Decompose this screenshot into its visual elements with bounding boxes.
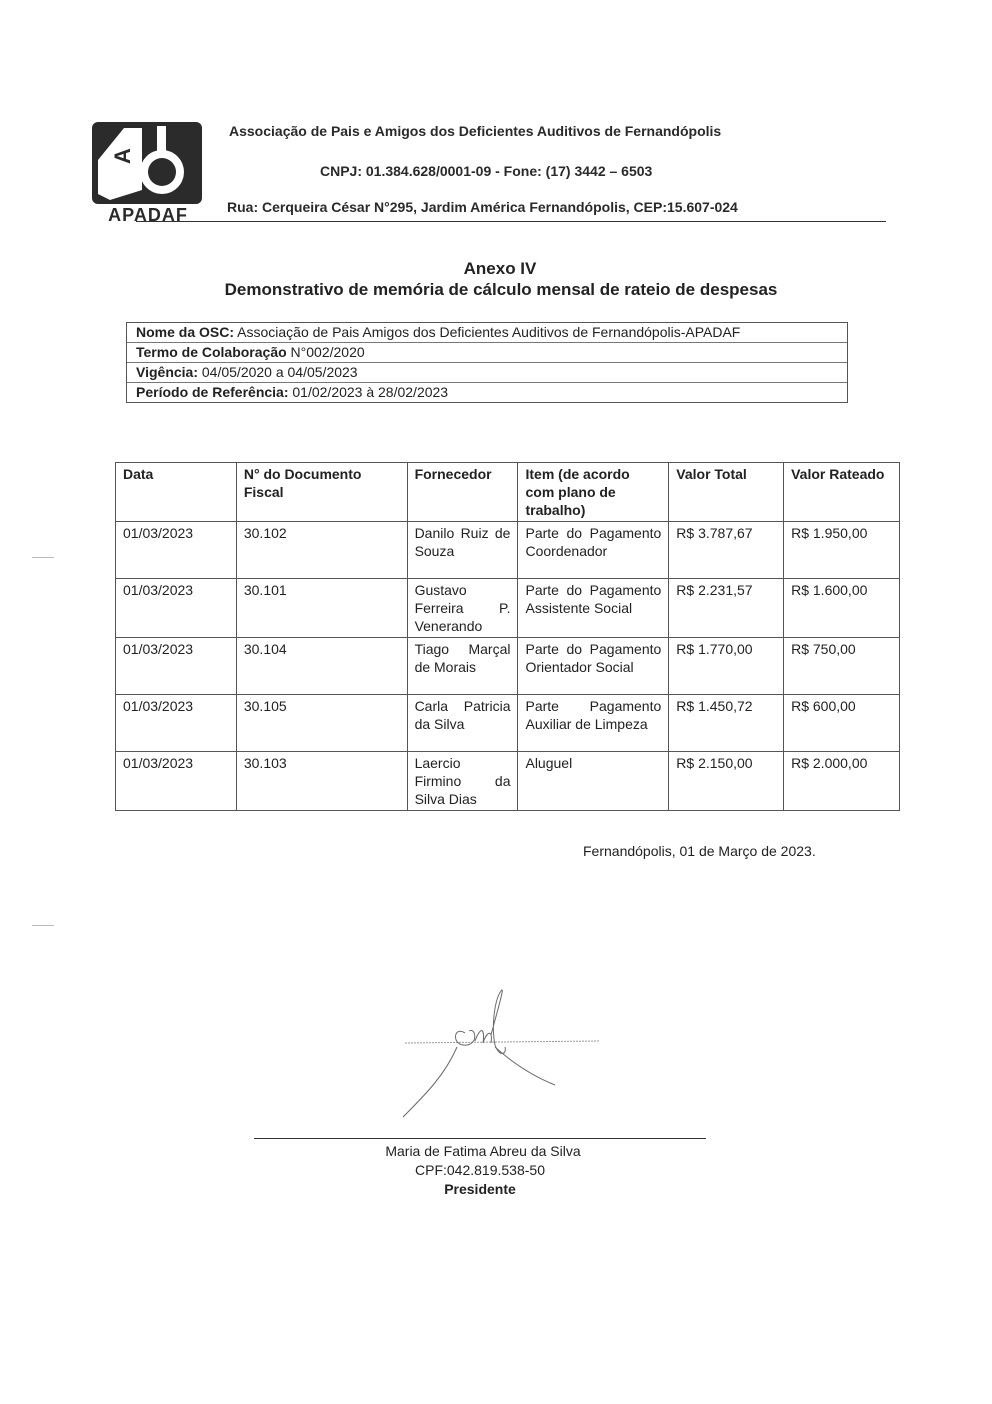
header-valor-total: Valor Total [669,463,784,522]
header-divider [136,221,886,222]
termo-row [127,343,847,363]
signer-role: Presidente [444,1181,516,1197]
document-subtitle: Demonstrativo de memória de cálculo mensal de rateio de despesas [224,280,778,299]
cell-rateado: R$ 1.600,00 [784,579,900,638]
header-data: Data [116,463,237,522]
header-documento: N° do Documento Fiscal [236,463,407,522]
cell-rateado: R$ 750,00 [784,638,900,695]
header-valor-rateado: Valor Rateado [784,463,900,522]
vigencia-value: 04/05/2020 a 04/05/2023 [198,364,358,380]
cell-item: Parte do Pagamento Assistente Social [518,579,669,638]
vigencia-row [127,363,847,383]
termo-value: N°002/2020 [286,344,365,360]
cell-total: R$ 1.450,72 [669,695,784,752]
svg-text:A: A [110,148,135,164]
signer-cpf: CPF:042.819.538-50 [415,1162,545,1178]
cell-fornecedor: Carla Patricia da Silva [407,695,518,752]
cell-doc: 30.101 [236,579,407,638]
logo-text: APADAF [108,205,188,224]
cell-fornecedor: Tiago Marçal de Morais [407,638,518,695]
cell-doc: 30.104 [236,638,407,695]
table-header-row [116,463,900,522]
address-line: Rua: Cerqueira César N°295, Jardim América Fernandópolis, CEP:15.607-024 [227,199,738,215]
cell-data: 01/03/2023 [116,638,237,695]
cell-item: Aluguel [518,752,669,811]
apadaf-logo [90,120,206,224]
cell-item: Parte do Pagamento Coordenador [518,522,669,579]
periodo-label: Período de Referência: [136,384,289,400]
cell-doc: 30.105 [236,695,407,752]
table-row [116,752,900,811]
cell-item: Parte Pagamento Auxiliar de Limpeza [518,695,669,752]
cell-total: R$ 3.787,67 [669,522,784,579]
termo-label: Termo de Colaboração [136,344,287,360]
periodo-row [127,383,847,402]
cell-rateado: R$ 600,00 [784,695,900,752]
cell-doc: 30.103 [236,752,407,811]
osc-name-row [127,323,847,343]
handwritten-signature [395,985,625,1125]
org-name: Associação de Pais e Amigos dos Deficientes Auditivos de Fernandópolis [229,123,722,139]
table-row [116,579,900,638]
table-row [116,695,900,752]
cell-total: R$ 1.770,00 [669,638,784,695]
annex-title: Anexo IV [463,259,537,278]
osc-info-box [126,322,848,403]
header-item: Item (de acordo com plano de trabalho) [518,463,669,522]
scan-mark [32,925,54,926]
osc-name-value: Associação de Pais Amigos dos Deficientes Auditivos de Fernandópolis-APADAF [234,324,741,340]
signer-name: Maria de Fatima Abreu da Silva [385,1143,581,1159]
cell-total: R$ 2.150,00 [669,752,784,811]
table-row [116,522,900,579]
cnpj-line: CNPJ: 01.384.628/0001-09 - Fone: (17) 3442 – 6503 [320,163,653,179]
osc-name-label: Nome da OSC: [136,324,235,340]
cell-data: 01/03/2023 [116,522,237,579]
cell-rateado: R$ 2.000,00 [784,752,900,811]
place-date: Fernandópolis, 01 de Março de 2023. [583,843,816,859]
table-row [116,638,900,695]
cell-rateado: R$ 1.950,00 [784,522,900,579]
cell-item: Parte do Pagamento Orientador Social [518,638,669,695]
vigencia-label: Vigência: [136,364,198,380]
scan-mark [32,557,54,558]
periodo-value: 01/02/2023 à 28/02/2023 [288,384,449,400]
cell-fornecedor: Laercio Firmino da Silva Dias [407,752,518,811]
header-fornecedor: Fornecedor [407,463,518,522]
cell-data: 01/03/2023 [116,752,237,811]
cell-total: R$ 2.231,57 [669,579,784,638]
cell-fornecedor: Gustavo Ferreira P. Venerando [407,579,518,638]
cell-doc: 30.102 [236,522,407,579]
cell-fornecedor: Danilo Ruiz de Souza [407,522,518,579]
signature-line [254,1138,706,1139]
cell-data: 01/03/2023 [116,695,237,752]
cell-data: 01/03/2023 [116,579,237,638]
expense-table [115,462,900,811]
